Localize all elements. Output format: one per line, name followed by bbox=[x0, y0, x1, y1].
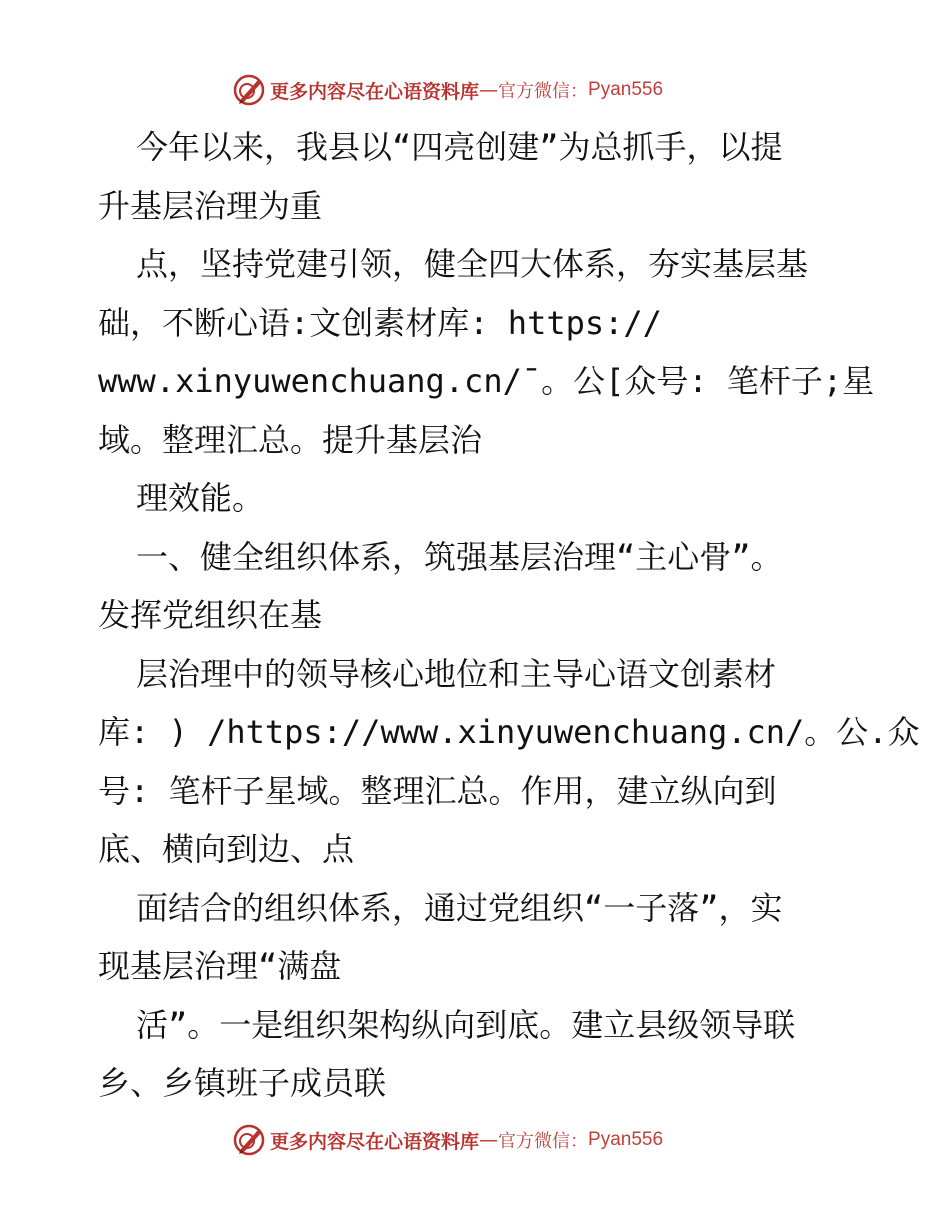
body-line: 现基层治理“满盘 bbox=[98, 947, 342, 985]
banner-dash: — bbox=[479, 79, 499, 101]
body-line: 今年以来，我县以“四亮创建”为总抓手，以提 bbox=[136, 128, 783, 166]
body-line: 面结合的组织体系，通过党组织“一子落”，实 bbox=[136, 888, 783, 927]
body-line: 号: 笔杆子星域。整理汇总。作用，建立纵向到 bbox=[98, 771, 777, 810]
body-line: 升基层治理为重 bbox=[98, 186, 323, 225]
footer-watermark-banner bbox=[232, 1122, 663, 1158]
header-watermark-banner bbox=[232, 72, 663, 108]
body-line: 底、横向到边、点 bbox=[98, 830, 355, 868]
body-line: 层治理中的领导核心地位和主导心语文创素材 bbox=[136, 654, 777, 693]
body-line: 发挥党组织在基 bbox=[98, 596, 323, 634]
wechat-id: Pyan556 bbox=[588, 79, 664, 100]
banner-dash: — bbox=[479, 1129, 499, 1151]
body-line: 活”。一是组织架构纵向到底。建立县级领导联 bbox=[136, 1005, 796, 1044]
pen-logo-icon bbox=[232, 1123, 266, 1157]
wechat-id: Pyan556 bbox=[588, 1129, 664, 1150]
site-name-text: 更多内容尽在心语资料库 bbox=[270, 80, 480, 103]
body-line: 点，坚持党建引领，健全四大体系，夯实基层基 bbox=[136, 245, 809, 283]
body-line: 乡、乡镇班子成员联 bbox=[98, 1064, 387, 1102]
body-line: 理效能。 bbox=[136, 479, 265, 517]
body-line: 础，不断心语:文创素材库: https:// bbox=[98, 303, 662, 342]
body-line: www.xinyuwenchuang.cn/¯。公[众号: 笔杆子;星 bbox=[98, 362, 875, 400]
wechat-label: 官方微信： bbox=[498, 1131, 589, 1152]
document-body bbox=[98, 118, 920, 1113]
body-line: 域。整理汇总。提升基层治 bbox=[98, 420, 483, 459]
body-line: 库: ) /https://www.xinyuwenchuang.cn/。公.众 bbox=[98, 713, 920, 751]
site-name-text: 更多内容尽在心语资料库 bbox=[270, 1130, 480, 1153]
wechat-label: 官方微信： bbox=[498, 81, 589, 102]
pen-logo-icon bbox=[232, 73, 266, 107]
body-line: 一、健全组织体系，筑强基层治理“主心骨”。 bbox=[136, 537, 783, 576]
